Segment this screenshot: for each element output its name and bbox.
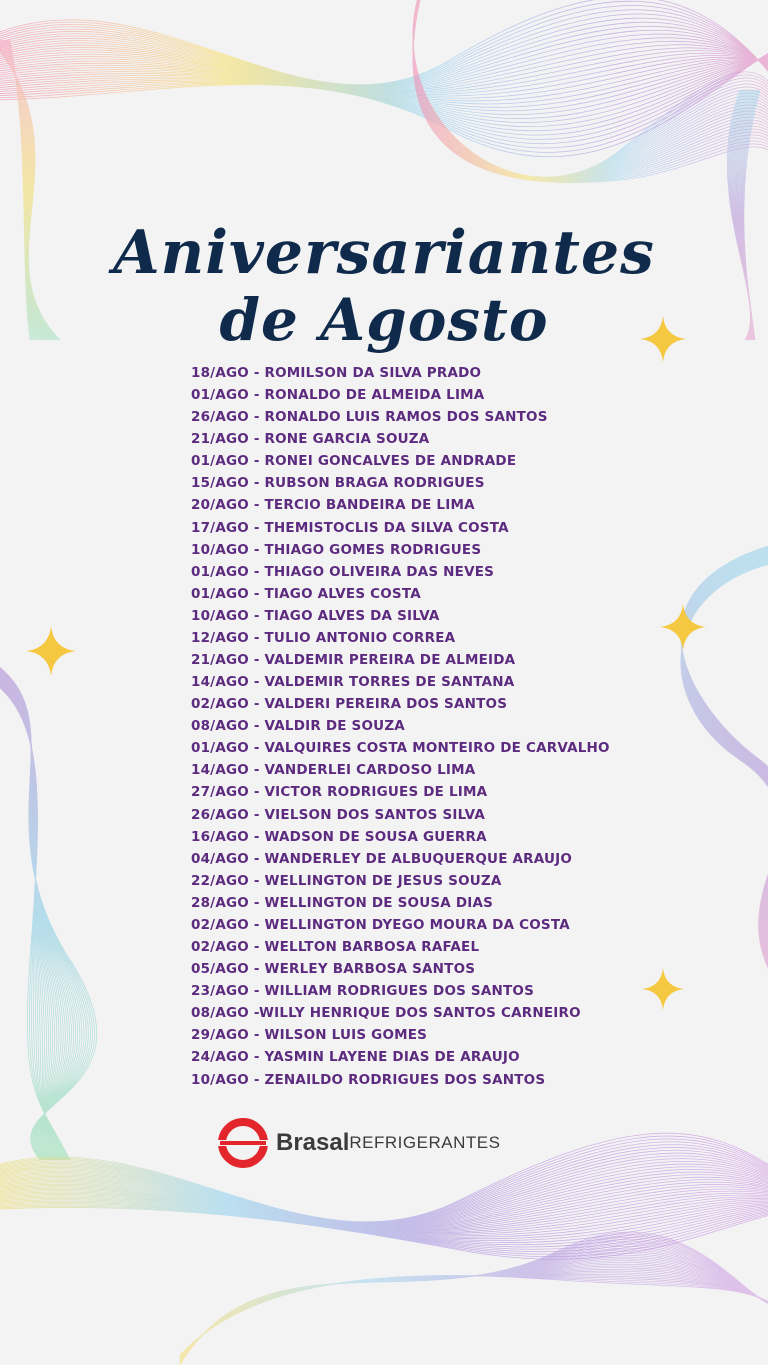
brasal-ring-logo-icon	[216, 1116, 270, 1170]
birthday-item: 15/AGO - RUBSON BRAGA RODRIGUES	[191, 475, 485, 492]
birthday-item: 16/AGO - WADSON DE SOUSA GUERRA	[191, 828, 487, 845]
birthday-item: 24/AGO - YASMIN LAYENE DIAS DE ARAUJO	[191, 1049, 520, 1066]
birthday-item: 10/AGO - ZENAILDO RODRIGUES DOS SANTOS	[191, 1071, 546, 1088]
birthday-item: 29/AGO - WILSON LUIS GOMES	[191, 1027, 428, 1044]
wave-bundle	[0, 660, 97, 1160]
page-title-line2: de Agosto	[219, 286, 549, 354]
birthday-item: 17/AGO - THEMISTOCLIS DA SILVA COSTA	[191, 519, 509, 536]
birthday-item: 22/AGO - WELLINGTON DE JESUS SOUZA	[191, 872, 502, 889]
four-point-star-icon	[642, 968, 684, 1010]
birthday-item: 27/AGO - VICTOR RODRIGUES DE LIMA	[191, 784, 488, 801]
birthday-item: 14/AGO - VANDERLEI CARDOSO LIMA	[191, 762, 476, 779]
birthday-item: 10/AGO - THIAGO GOMES RODRIGUES	[191, 541, 482, 558]
page-title-line1: Aniversariantes	[113, 218, 655, 288]
birthday-item: 18/AGO - ROMILSON DA SILVA PRADO	[191, 365, 482, 381]
brasal-logo	[216, 1116, 500, 1170]
birthday-item: 02/AGO - WELLINGTON DYEGO MOURA DA COSTA	[191, 916, 570, 933]
birthday-item: 20/AGO - TERCIO BANDEIRA DE LIMA	[191, 497, 475, 514]
birthday-item: 01/AGO - THIAGO OLIVEIRA DAS NEVES	[191, 563, 495, 580]
birthday-item: 23/AGO - WILLIAM RODRIGUES DOS SANTOS	[191, 983, 535, 1000]
four-point-star-icon	[660, 604, 706, 650]
four-point-star-icon	[640, 316, 686, 362]
birthday-item: 01/AGO - VALQUIRES COSTA MONTEIRO DE CARVALHO	[191, 740, 610, 757]
birthday-item: 02/AGO - VALDERI PEREIRA DOS SANTOS	[191, 696, 508, 713]
birthday-item: 05/AGO - WERLEY BARBOSA SANTOS	[191, 961, 476, 978]
birthday-list	[191, 362, 610, 1091]
birthday-item: 01/AGO - TIAGO ALVES COSTA	[191, 585, 421, 602]
birthday-item: 12/AGO - TULIO ANTONIO CORREA	[191, 629, 456, 646]
wave-bundle	[413, 0, 768, 200]
wave-bundle	[180, 1232, 768, 1365]
birthday-item: 08/AGO -WILLY HENRIQUE DOS SANTOS CARNEIRO	[191, 1005, 581, 1022]
four-point-star-icon	[26, 626, 76, 676]
birthday-item: 04/AGO - WANDERLEY DE ALBUQUERQUE ARAUJO	[191, 850, 573, 867]
birthday-item: 21/AGO - VALDEMIR PEREIRA DE ALMEIDA	[191, 652, 516, 669]
birthday-item: 01/AGO - RONALDO DE ALMEIDA LIMA	[191, 387, 485, 404]
logo-brand-text: Brasal	[276, 1129, 350, 1156]
birthday-item: 28/AGO - WELLINGTON DE SOUSA DIAS	[191, 894, 494, 911]
birthday-item: 10/AGO - TIAGO ALVES DA SILVA	[191, 607, 440, 624]
birthday-item: 02/AGO - WELLTON BARBOSA RAFAEL	[191, 939, 480, 956]
logo-suffix-text: REFRIGERANTES	[349, 1133, 501, 1152]
birthday-item: 26/AGO - RONALDO LUIS RAMOS DOS SANTOS	[191, 409, 548, 426]
wave-bundle	[0, 0, 768, 157]
birthday-item: 14/AGO - VALDEMIR TORRES DE SANTANA	[191, 674, 515, 691]
birthday-item: 01/AGO - RONEI GONCALVES DE ANDRADE	[191, 453, 517, 470]
birthday-item: 21/AGO - RONE GARCIA SOUZA	[191, 431, 430, 448]
birthday-item: 08/AGO - VALDIR DE SOUZA	[191, 718, 405, 735]
birthday-item: 26/AGO - VIELSON DOS SANTOS SILVA	[191, 806, 485, 823]
